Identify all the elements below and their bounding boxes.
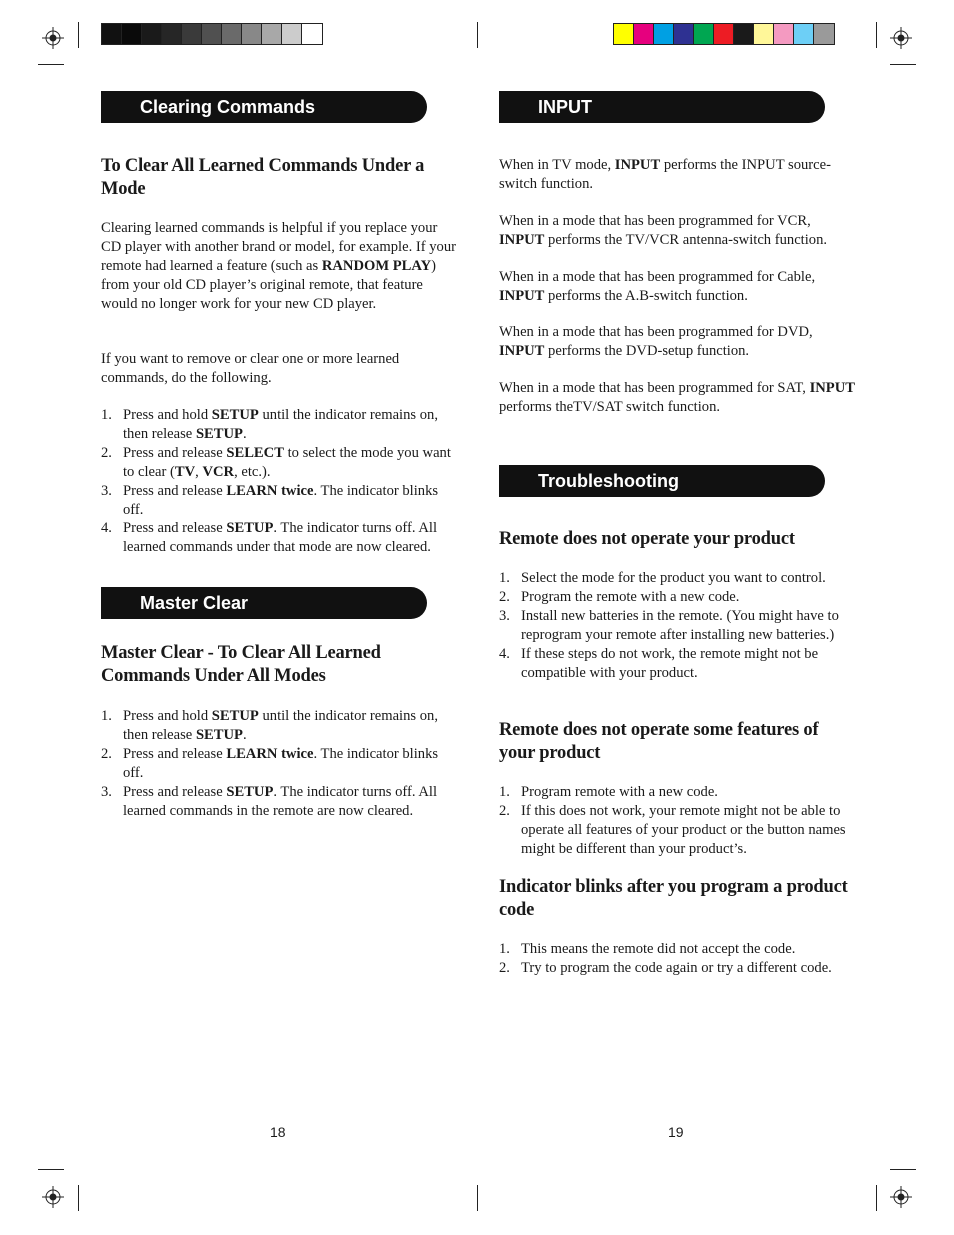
clear-mode-heading: To Clear All Learned Commands Under a Mode xyxy=(101,156,425,199)
crop-mark xyxy=(38,1169,64,1170)
trouble-heading-some-features: Remote does not operate some features of your product xyxy=(499,720,819,763)
calibration-swatch xyxy=(714,24,734,44)
input-description xyxy=(499,156,855,417)
list-item: 1. Press and hold SETUP until the indicator remains on, then release SETUP. xyxy=(101,708,438,743)
calibration-swatch xyxy=(122,24,142,44)
color-calibration-bar xyxy=(613,23,835,45)
list-item: 4. Press and release SETUP. The indicator turns off. All learned commands under that mode are now cleared. xyxy=(101,520,438,556)
calibration-swatch xyxy=(794,24,814,44)
calibration-swatch xyxy=(694,24,714,44)
clearing-intro-paragraph: Clearing learned commands is helpful if you replace your CD player with another brand or model, for example. If your remote had learned a feature (such as RANDOM PLAY) from your old CD player’s original remote, that feature would no longer work for your new CD player. xyxy=(101,220,457,312)
registration-mark-icon xyxy=(42,27,64,49)
list-item: 2. Press and release SELECT to select the mode you want to clear (TV, VCR, etc.). xyxy=(101,444,451,480)
calibration-swatch xyxy=(282,24,302,44)
input-dvd-paragraph: When in a mode that has been programmed for DVD, INPUT performs the DVD-setup function. xyxy=(499,324,813,360)
calibration-swatch xyxy=(202,24,222,44)
calibration-swatch xyxy=(242,24,262,44)
list-item: 1. Program remote with a new code. xyxy=(499,784,718,800)
trouble-heading-indicator-blinks: Indicator blinks after you program a product code xyxy=(499,877,848,920)
trouble-list-no-operate xyxy=(499,569,855,682)
list-item: 1. This means the remote did not accept the code. xyxy=(499,941,796,957)
list-item: 2. Try to program the code again or try a different code. xyxy=(499,959,832,976)
calibration-swatch xyxy=(182,24,202,44)
calibration-swatch xyxy=(814,24,834,44)
calibration-swatch xyxy=(674,24,694,44)
clearing-instructions-paragraph: If you want to remove or clear one or more learned commands, do the following. xyxy=(101,351,400,386)
master-clear-banner: Master Clear xyxy=(101,587,427,619)
clearing-steps-list xyxy=(101,406,457,557)
calibration-swatch xyxy=(754,24,774,44)
list-item: 2. Program the remote with a new code. xyxy=(499,588,740,605)
list-item: 2. Press and release LEARN twice. The indicator blinks off. xyxy=(101,745,439,781)
list-item: 1. Select the mode for the product you want to control. xyxy=(499,570,826,586)
crop-mark xyxy=(876,22,877,48)
crop-mark xyxy=(890,1169,916,1170)
trouble-list-indicator-blinks xyxy=(499,940,855,978)
list-item: 3. Press and release SETUP. The indicator turns off. All learned commands in the remote are now cleared. xyxy=(101,783,438,819)
input-tv-paragraph: When in TV mode, INPUT performs the INPUT source-switch function. xyxy=(499,157,831,192)
troubleshooting-banner: Troubleshooting xyxy=(499,465,825,497)
input-sat-paragraph: When in a mode that has been programmed for SAT, INPUT performs theTV/SAT switch function. xyxy=(499,380,855,416)
crop-mark xyxy=(890,64,916,65)
calibration-swatch xyxy=(262,24,282,44)
calibration-swatch xyxy=(634,24,654,44)
input-cable-paragraph: When in a mode that has been programmed for Cable, INPUT performs the A.B-switch function. xyxy=(499,268,816,304)
calibration-swatch xyxy=(302,24,322,44)
registration-mark-icon xyxy=(890,27,912,49)
crop-mark xyxy=(477,22,478,48)
input-vcr-paragraph: When in a mode that has been programmed for VCR, INPUT performs the TV/VCR antenna-switch function. xyxy=(499,212,828,248)
trouble-list-some-features xyxy=(499,783,855,859)
list-item: 4. If these steps do not work, the remote might not be compatible with your product. xyxy=(499,645,819,681)
crop-mark xyxy=(876,1185,877,1211)
page-number-left: 18 xyxy=(270,1124,286,1140)
master-clear-heading: Master Clear - To Clear All Learned Commands Under All Modes xyxy=(101,643,381,686)
trouble-heading-no-operate: Remote does not operate your product xyxy=(499,529,795,549)
crop-mark xyxy=(38,64,64,65)
page-number-right: 19 xyxy=(668,1124,684,1140)
calibration-swatch xyxy=(162,24,182,44)
list-item: 3. Install new batteries in the remote. (You might have to reprogram your remote after installing new batteries.) xyxy=(499,607,839,643)
calibration-swatch xyxy=(774,24,794,44)
calibration-swatch xyxy=(654,24,674,44)
calibration-swatch xyxy=(734,24,754,44)
clearing-commands-banner: Clearing Commands xyxy=(101,91,427,123)
master-clear-steps-list xyxy=(101,707,457,820)
calibration-swatch xyxy=(102,24,122,44)
gray-calibration-bar xyxy=(101,23,323,45)
crop-mark xyxy=(78,1185,79,1211)
input-banner: INPUT xyxy=(499,91,825,123)
list-item: 1. Press and hold SETUP until the indicator remains on, then release SETUP. xyxy=(101,407,438,442)
calibration-swatch xyxy=(614,24,634,44)
calibration-swatch xyxy=(222,24,242,44)
registration-mark-icon xyxy=(42,1186,64,1208)
crop-mark xyxy=(78,22,79,48)
crop-mark xyxy=(477,1185,478,1211)
list-item: 3. Press and release LEARN twice. The indicator blinks off. xyxy=(101,482,439,518)
calibration-swatch xyxy=(142,24,162,44)
list-item: 2. If this does not work, your remote might not be able to operate all features of your product or the button names might be different than your product’s. xyxy=(499,802,846,857)
registration-mark-icon xyxy=(890,1186,912,1208)
